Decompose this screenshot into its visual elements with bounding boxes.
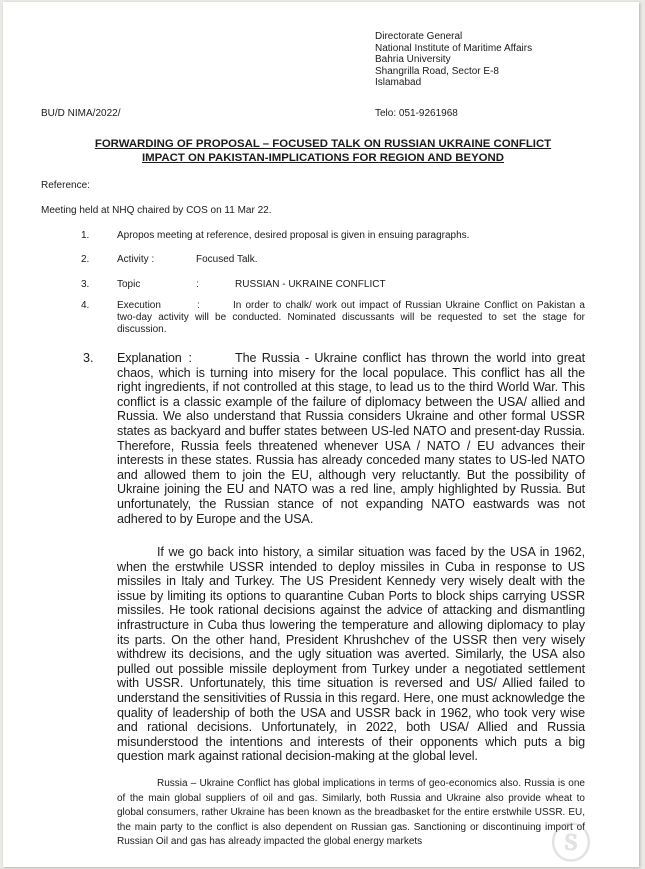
paragraph-4 [117,300,585,336]
activity-value: Focused Talk. [196,254,258,265]
topic-value: RUSSIAN - UKRAINE CONFLICT [235,279,386,290]
activity-label: Activity : [117,254,155,265]
watermark-logo: ⓢ [551,822,588,866]
execution-label: Execution [117,300,161,311]
reference-label: Reference: [41,180,90,191]
document-page [3,2,639,867]
explanation-colon: : [188,351,192,365]
document-title [41,137,605,165]
history-paragraph: If we go back into history, a similar situation was faced by the USA in 1962, when the erstwhile USSR intended to deploy missiles in Cuba in response to US missiles in Italy and Turkey. The US President Kennedy very wisely dealt with the issue by limiting its options to quarantine Cuban Ports to block ships carrying USSR missiles. He took rational decisions against the advice of attacking and dismantling infrastructure in Cuba thus lowering the temperature and allowing diplomacy to play its parts. On the other hand, President Khrushchev of the USSR then very wisely withdrew its decisions, and the ugly situation was averted. Similarly, the USA also pulled out possible missile deployment from Turkey under a negotiated settlement with USSR. Unfortunately, this time situation is reversed and US/ Allied failed to understand the sensitivities of Russia in this regard. Here, one must acknowledge the quality of leadership of both the USA and USSR back in 1962, who took very wise and rational decisions. Unfortunately, in 2022, both USA/ Allied and Russia misunderstood the intentions and interests of their opponents which puts a big question mark against rational decision-making at the global level. [117,545,585,764]
paragraph-number: 2. [81,254,90,265]
paragraph-text: Apropos meeting at reference, desired proposal is given in ensuing paragraphs. [117,230,470,241]
explanation-label-text: Explanation [117,351,182,365]
paragraph-number: 1. [81,230,90,241]
letterhead-address [375,31,532,89]
address-line: Islamabad [375,77,422,89]
reference-number: BU/D NIMA/2022/ [41,108,121,119]
execution-text: In order to chalk/ work out impact of Russian Ukraine Conflict on Pakistan a two-day activity will be conducted. Nominated discussants will be requested to set the stage for discussion. [117,300,585,335]
address-line: National Institute of Maritime Affairs [375,42,533,54]
topic-label: Topic [117,279,141,290]
paragraph-number: 4. [81,300,90,311]
address-line: Bahria University [375,54,451,66]
telephone-number: Telo: 051-9261968 [375,108,458,119]
address-line: Shangrilla Road, Sector E-8 [375,65,499,77]
explanation-paragraph [117,351,585,526]
topic-colon: : [196,279,199,290]
geo-economics-paragraph: Russia – Ukraine Conflict has global implications in terms of geo-economics also. Russia is one of the main global suppliers of oil and gas. Similarly, both Russia and Ukraine also provide wheat to global consumers, rather Ukraine has been known as the breadbasket for the entire erstwhile USSR. EU, the main party to the conflict is also dependent on Russian gas. Sanctioning or discontinuing import of Russian Oil and gas has already impacted the global energy markets [117,778,585,848]
address-line: Directorate General [375,31,463,42]
paragraph-number: 3. [81,279,90,290]
title-line-1: FORWARDING OF PROPOSAL – FOCUSED TALK ON RUSSIAN UKRAINE CONFLICT [94,138,552,150]
explanation-text: The Russia - Ukraine conflict has thrown the world into great chaos, which is turning into misery for the local populace. This conflict has all the right ingredients, if not controlled at this stage, to lead us to the third World War. This conflict is a classic example of the failure of diplomacy between the USA/ allied and Russia. We also understand that Russia considers Ukraine and other formal USSR states as backyard and buffer states between US-led NATO and present-day Russia. Therefore, Russia feels threatened whenever USA / NATO / EU advances their interests in these states. Russia has already conceded many states to US-led NATO and allowed them to join the EU, although very reluctantly. But the possibility of Ukraine joining the EU and NATO was a red line, amply highlighted by Russia. But unfortunately, the Russian stance of not expanding NATO eastwards was not adhered to by Europe and the USA. [117,351,585,526]
title-line-2: IMPACT ON PAKISTAN-IMPLICATIONS FOR REGION AND BEYOND [142,152,504,164]
paragraph-number: 3. [83,351,94,365]
reference-meeting: Meeting held at NHQ chaired by COS on 11 Mar 22. [41,205,272,216]
execution-colon: : [197,300,200,311]
explanation-label [117,351,235,366]
